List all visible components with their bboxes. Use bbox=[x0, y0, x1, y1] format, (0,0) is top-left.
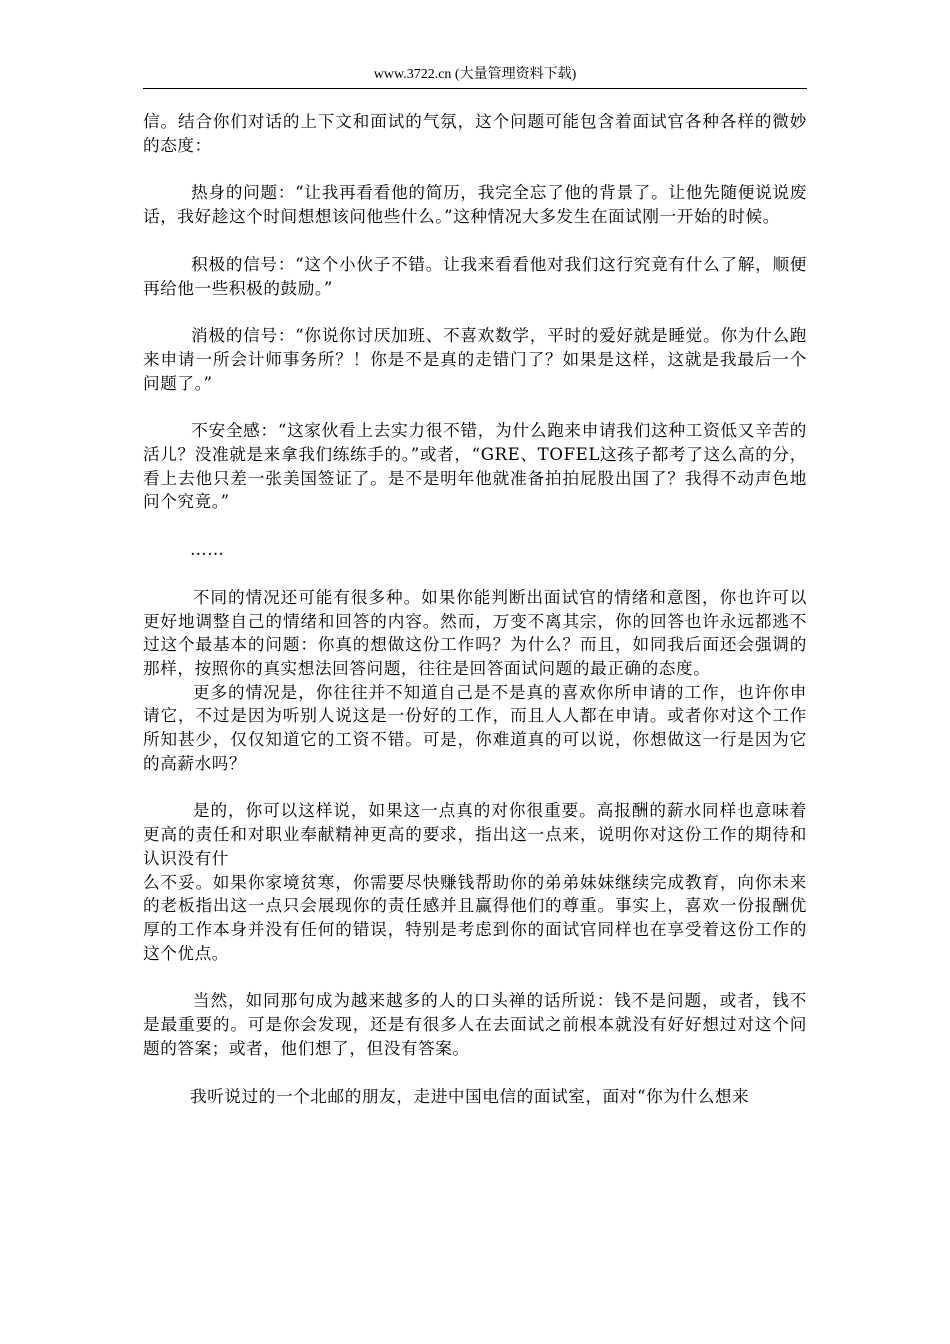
paragraph-different-situations: 不同的情况还可能有很多种。如果你能判断出面试官的情绪和意图，你也许可以更好地调整自己的情绪和回答的内容。然而，万变不离其宗，你的回答也许永远都逃不过这个最基本的问题：你真的想做这份工作吗？为什么？而且，如同我后面还会强调的那样，按照你的真实想法回答问题，往往是回答面试问题的最正确的态度。 bbox=[143, 587, 808, 678]
paragraph-negative-signal: 消极的信号：“你说你讨厌加班、不喜欢数学，平时的爱好就是睡觉。你为什么跑来申请一所会计师事务所？！你是不是真的走错门了？如果是这样，这就是我最后一个问题了。” bbox=[143, 326, 807, 393]
document-body bbox=[143, 110, 807, 1108]
header-divider bbox=[143, 88, 807, 89]
paragraph-gap bbox=[143, 229, 807, 253]
paragraph-insecurity: 不安全感：“这家伙看上去实力很不错，为什么跑来申请我们这种工资低又辛苦的活儿？没准就是来拿我们练练手的。”或者，“GRE、TOFEL这孩子都考了这么高的分，看上去他只差一张美国签证了。是不是明年他就准备拍拍屁股出国了？我得不动声色地问个究竟。” bbox=[143, 421, 807, 512]
paragraph-intro-continuation: 信。结合你们对话的上下文和面试的气氛，这个问题可能包含着面试官各种各样的微妙的态度： bbox=[143, 112, 807, 155]
paragraph-more-situations: 更多的情况是，你往往并不知道自己是不是真的喜欢你所申请的工作，也许你申请它，不过是因为听别人说这是一份好的工作，而且人人都在申请。或者你对这个工作所知甚少，仅仅知道它的工资不错。可是，你难道真的可以说，你想做这一行是因为它的高薪水吗？ bbox=[143, 682, 808, 773]
paragraph-gap bbox=[143, 395, 807, 419]
paragraph-gap bbox=[143, 775, 807, 799]
paragraph-gap bbox=[143, 300, 807, 324]
paragraph-gap bbox=[143, 1061, 807, 1085]
paragraph-gap bbox=[143, 514, 807, 538]
paragraph-bupt-friend: 我听说过的一个北邮的朋友，走进中国电信的面试室，面对“你为什么想来 bbox=[143, 1086, 750, 1106]
paragraph-of-course: 当然，如同那句成为越来越多的人的口头禅的话所说：钱不是问题，或者，钱不是最重要的。可是你会发现，还是有很多人在去面试之前根本就没有好好想过对这个问题的答案；或者，他们想了，但没有答案。 bbox=[143, 991, 808, 1058]
paragraph-gap bbox=[143, 157, 807, 181]
paragraph-ellipsis: …… bbox=[143, 540, 225, 560]
paragraph-warmup-question: 热身的问题：“让我再看看他的简历，我完全忘了他的背景了。让他先随便说说废话，我好趁这个时间想想该问他些什么。”这种情况大多发生在面试刚一开始的时候。 bbox=[143, 183, 807, 227]
paragraph-gap bbox=[143, 562, 807, 586]
paragraph-yes-you-can: 是的，你可以这样说，如果这一点真的对你很重要。高报酬的薪水同样也意味着更高的责任和对职业奉献精神更高的要求，指出这一点来，说明你对这份工作的期待和认识没有什 bbox=[143, 801, 808, 868]
page-header: www.3722.cn (大量管理资料下载) bbox=[373, 67, 577, 82]
paragraph-gap bbox=[143, 965, 807, 989]
paragraph-yes-you-can-continued: 么不妥。如果你家境贫寒，你需要尽快赚钱帮助你的弟弟妹妹继续完成教育，向你未来的老板指出这一点只会展现你的责任感并且赢得他们的尊重。事实上，喜欢一份报酬优厚的工作本身并没有任何的错误，特别是考虑到你的面试官同样也在享受着这份工作的这个优点。 bbox=[143, 872, 807, 963]
paragraph-positive-signal: 积极的信号：“这个小伙子不错。让我来看看他对我们这行究竟有什么了解，顺便再给他一些积极的鼓励。” bbox=[143, 254, 807, 298]
